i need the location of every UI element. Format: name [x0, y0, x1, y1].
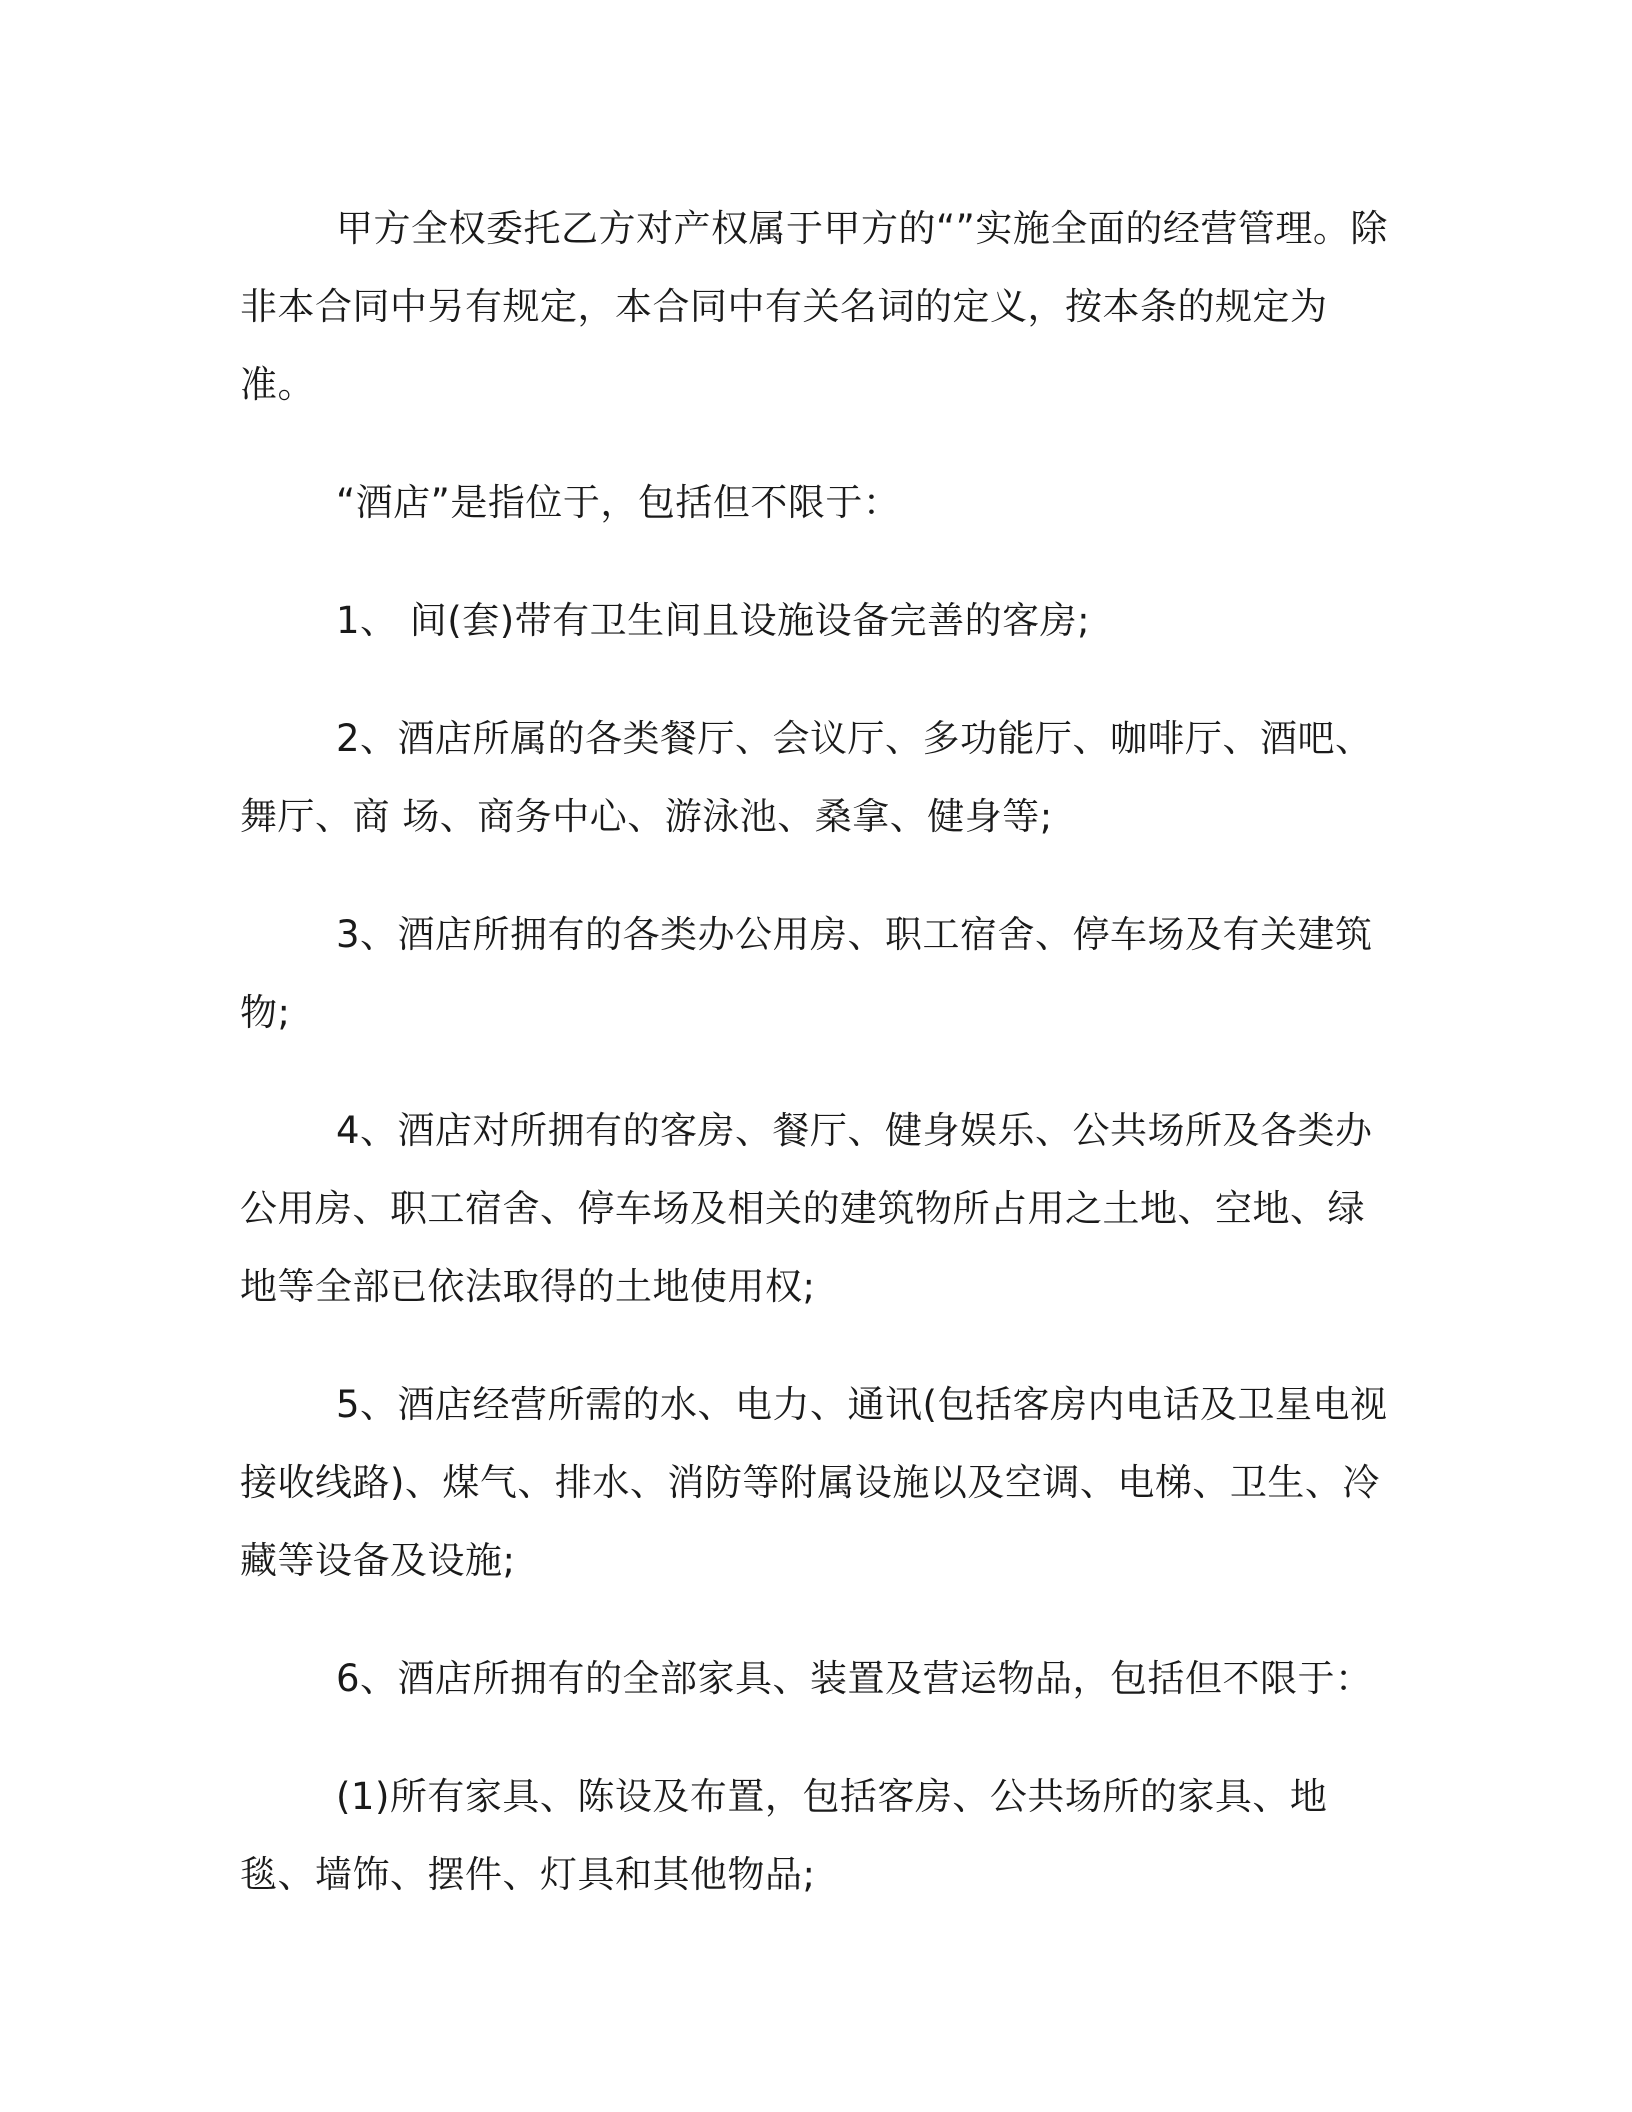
list-item-1: 1、 间(套)带有卫生间且设施设备完善的客房; [336, 599, 1091, 642]
document-page [240, 190, 1390, 1954]
paragraph-hotel-definition: “酒店”是指位于，包括但不限于： [336, 481, 901, 524]
list-item-3: 3、酒店所拥有的各类办公用房、职工宿舍、停车场及有关建筑物; [240, 913, 1373, 1034]
list-item-2: 2、酒店所属的各类餐厅、会议厅、多功能厅、咖啡厅、酒吧、舞厅、商 场、商务中心、游泳池、桑拿、健身等; [240, 717, 1373, 838]
list-item-4: 4、酒店对所拥有的客房、餐厅、健身娱乐、公共场所及各类办公用房、职工宿舍、停车场及相关的建筑物所占用之土地、空地、绿地等全部已依法取得的土地使用权; [240, 1109, 1373, 1308]
list-item-5: 5、酒店经营所需的水、电力、通讯(包括客房内电话及卫星电视接收线路)、煤气、排水、消防等附属设施以及空调、电梯、卫生、冷藏等设备及设施; [240, 1383, 1388, 1582]
list-item-6: 6、酒店所拥有的全部家具、装置及营运物品，包括但不限于： [336, 1657, 1373, 1700]
paragraph-intro: 甲方全权委托乙方对产权属于甲方的“”实施全面的经营管理。除非本合同中另有规定，本合同中有关名词的定义，按本条的规定为准。 [240, 207, 1388, 406]
sub-item-1: (1)所有家具、陈设及布置，包括客房、公共场所的家具、地毯、墙饰、摆件、灯具和其他物品; [240, 1775, 1328, 1896]
